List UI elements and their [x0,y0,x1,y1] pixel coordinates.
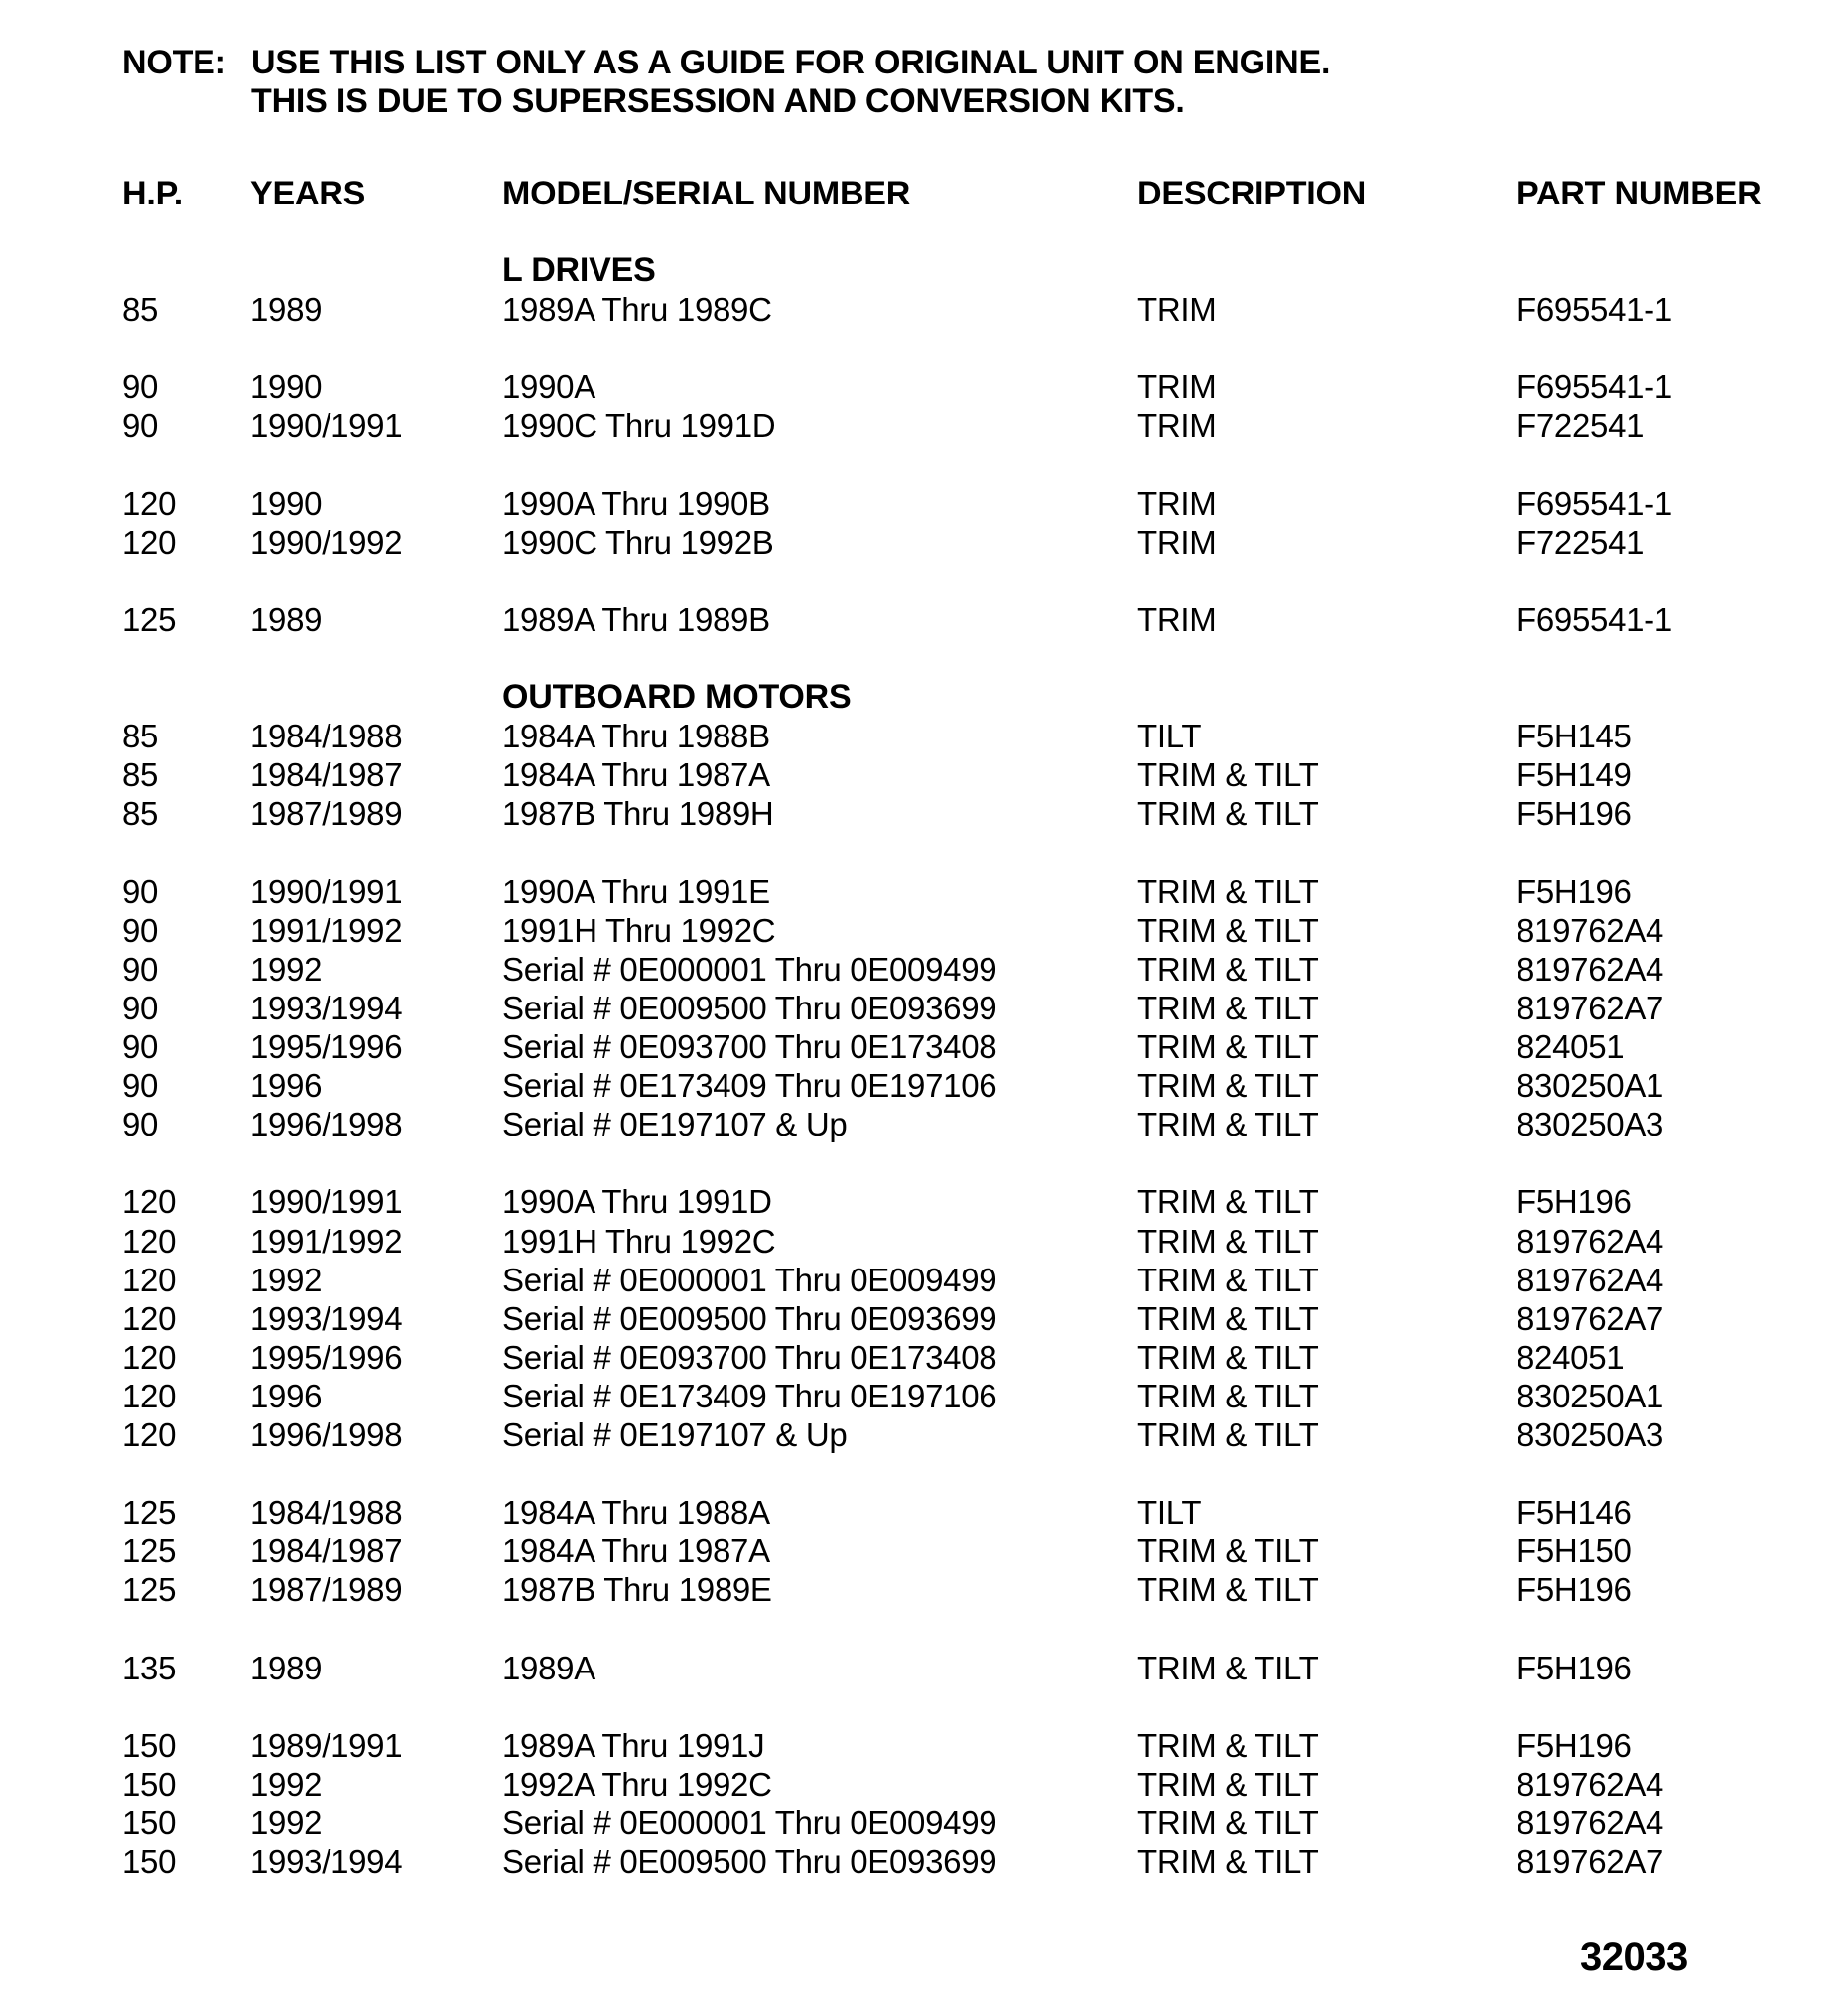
cell-years: 1987/1989 [250,795,403,833]
cell-description: TRIM & TILT [1137,1222,1319,1260]
cell-years: 1992 [250,1261,323,1298]
cell-hp: 125 [122,1571,177,1609]
table-row [0,1027,1848,1066]
cell-description: TRIM & TILT [1137,1183,1319,1221]
cell-model: 1987B Thru 1989H [502,795,774,833]
cell-part: F5H150 [1517,1533,1632,1570]
cell-model: 1992A Thru 1992C [502,1765,772,1803]
cell-years: 1989/1991 [250,1726,403,1764]
column-header-description: DESCRIPTION [1137,175,1367,212]
cell-hp: 135 [122,1649,177,1686]
table-row [0,406,1848,445]
section-title-text: L DRIVES [502,251,656,289]
cell-model: 1989A Thru 1989C [502,291,772,329]
cell-description: TRIM & TILT [1137,1377,1319,1414]
cell-model: 1990C Thru 1991D [502,407,776,445]
cell-description: TRIM & TILT [1137,950,1319,988]
cell-description: TRIM & TILT [1137,1261,1319,1298]
cell-model: 1991H Thru 1992C [502,1222,776,1260]
cell-description: TRIM & TILT [1137,1416,1319,1453]
cell-years: 1984/1987 [250,1533,403,1570]
cell-hp: 125 [122,601,177,638]
table-row [0,1493,1848,1532]
cell-hp: 120 [122,1183,177,1221]
note-label-spacer [122,82,251,121]
figure-number: 32033 [1580,1936,1688,1979]
cell-description: TRIM & TILT [1137,872,1319,910]
cell-description: TRIM & TILT [1137,1299,1319,1337]
cell-part: F5H196 [1517,1571,1632,1609]
cell-years: 1996 [250,1067,323,1105]
cell-part: F5H196 [1517,1183,1632,1221]
cell-years: 1984/1988 [250,1494,403,1532]
cell-model: Serial # 0E000001 Thru 0E009499 [502,950,997,988]
cell-hp: 90 [122,989,159,1026]
table-row [0,1532,1848,1570]
cell-years: 1990 [250,368,323,406]
table-row [0,1377,1848,1415]
cell-hp: 120 [122,1222,177,1260]
cell-years: 1984/1988 [250,718,403,755]
cell-model: Serial # 0E173409 Thru 0E197106 [502,1377,997,1414]
cell-part: 819762A7 [1517,1299,1664,1337]
table-row [0,523,1848,562]
cell-part: 824051 [1517,1338,1625,1376]
cell-hp: 90 [122,911,159,949]
table-row [0,1842,1848,1881]
cell-years: 1995/1996 [250,1338,403,1376]
cell-hp: 120 [122,484,177,522]
cell-model: 1984A Thru 1988A [502,1494,770,1532]
cell-years: 1995/1996 [250,1028,403,1065]
note-block [122,44,1330,121]
table-row [0,1066,1848,1105]
cell-part: F5H196 [1517,1726,1632,1764]
cell-hp: 85 [122,718,159,755]
cell-description: TRIM [1137,484,1217,522]
cell-years: 1990/1991 [250,872,403,910]
table-row [0,794,1848,833]
cell-years: 1996 [250,1377,323,1414]
cell-description: TRIM & TILT [1137,1726,1319,1764]
table-row [0,1261,1848,1299]
table-row [0,872,1848,911]
cell-part: F5H196 [1517,872,1632,910]
cell-description: TRIM & TILT [1137,1765,1319,1803]
cell-part: 830250A3 [1517,1106,1664,1143]
cell-years: 1992 [250,1765,323,1803]
cell-part: F5H145 [1517,718,1632,755]
column-header-model: MODEL/SERIAL NUMBER [502,175,911,212]
cell-part: F5H196 [1517,1649,1632,1686]
cell-hp: 120 [122,523,177,561]
cell-part: 819762A4 [1517,1765,1664,1803]
cell-hp: 120 [122,1416,177,1453]
cell-part: F695541-1 [1517,291,1672,329]
cell-years: 1984/1987 [250,756,403,794]
cell-hp: 125 [122,1533,177,1570]
cell-description: TRIM & TILT [1137,911,1319,949]
cell-hp: 120 [122,1338,177,1376]
cell-description: TRIM & TILT [1137,1533,1319,1570]
cell-part: F722541 [1517,407,1645,445]
table-row [0,1182,1848,1221]
table-row [0,911,1848,950]
cell-years: 1990/1992 [250,523,403,561]
table-row [0,484,1848,523]
table-row [0,989,1848,1027]
cell-part: 830250A1 [1517,1377,1664,1414]
cell-part: 819762A7 [1517,1843,1664,1881]
cell-years: 1996/1998 [250,1106,403,1143]
cell-years: 1992 [250,1804,323,1841]
cell-model: 1984A Thru 1987A [502,1533,770,1570]
cell-description: TRIM & TILT [1137,1106,1319,1143]
cell-hp: 150 [122,1726,177,1764]
cell-years: 1989 [250,291,323,329]
table-row [0,1804,1848,1842]
cell-years: 1990 [250,484,323,522]
cell-description: TRIM [1137,291,1217,329]
cell-years: 1991/1992 [250,1222,403,1260]
cell-hp: 150 [122,1765,177,1803]
table-row [0,1726,1848,1765]
cell-years: 1989 [250,601,323,638]
cell-part: F695541-1 [1517,484,1672,522]
cell-model: 1990A Thru 1990B [502,484,770,522]
cell-description: TRIM & TILT [1137,1028,1319,1065]
cell-hp: 90 [122,1028,159,1065]
note-text: THIS IS DUE TO SUPERSESSION AND CONVERSION KITS. [251,82,1185,120]
column-header-hp: H.P. [122,175,183,212]
cell-model: 1987B Thru 1989E [502,1571,772,1609]
cell-description: TRIM & TILT [1137,1843,1319,1881]
note-line-2 [122,82,1330,121]
note-line-1 [122,44,1330,82]
cell-part: F695541-1 [1517,601,1672,638]
note-text: USE THIS LIST ONLY AS A GUIDE FOR ORIGINAL UNIT ON ENGINE. [251,44,1331,81]
table-row [0,367,1848,406]
cell-years: 1993/1994 [250,1299,403,1337]
cell-description: TRIM & TILT [1137,1338,1319,1376]
cell-part: F695541-1 [1517,368,1672,406]
column-header-part-number: PART NUMBER [1517,175,1762,212]
cell-hp: 90 [122,407,159,445]
cell-hp: 120 [122,1377,177,1414]
cell-part: F5H196 [1517,795,1632,833]
cell-model: 1989A Thru 1991J [502,1726,765,1764]
cell-hp: 120 [122,1261,177,1298]
cell-years: 1992 [250,950,323,988]
cell-part: 819762A4 [1517,950,1664,988]
table-row [0,1765,1848,1804]
table-row [0,1649,1848,1687]
cell-model: Serial # 0E000001 Thru 0E009499 [502,1804,997,1841]
cell-description: TRIM & TILT [1137,795,1319,833]
cell-model: 1990A Thru 1991E [502,872,770,910]
cell-model: Serial # 0E197107 & Up [502,1416,848,1453]
cell-part: F5H149 [1517,756,1632,794]
cell-part: 819762A4 [1517,1261,1664,1298]
cell-description: TRIM [1137,368,1217,406]
table-row [0,1570,1848,1609]
table-row [0,950,1848,989]
cell-description: TILT [1137,718,1202,755]
table-row [0,1105,1848,1143]
table-row [0,290,1848,329]
cell-part: 819762A4 [1517,1804,1664,1841]
column-header-years: YEARS [250,175,366,212]
cell-description: TRIM & TILT [1137,1571,1319,1609]
cell-model: Serial # 0E009500 Thru 0E093699 [502,1299,997,1337]
cell-description: TRIM & TILT [1137,1649,1319,1686]
cell-description: TRIM & TILT [1137,1804,1319,1841]
table-row [0,717,1848,755]
section-title [0,251,1848,290]
cell-description: TRIM & TILT [1137,1067,1319,1105]
cell-hp: 90 [122,1067,159,1105]
cell-hp: 150 [122,1804,177,1841]
cell-years: 1993/1994 [250,1843,403,1881]
cell-hp: 90 [122,872,159,910]
cell-years: 1990/1991 [250,1183,403,1221]
cell-hp: 90 [122,950,159,988]
cell-part: 830250A3 [1517,1416,1664,1453]
cell-hp: 85 [122,291,159,329]
cell-model: 1984A Thru 1988B [502,718,770,755]
cell-model: Serial # 0E173409 Thru 0E197106 [502,1067,997,1105]
cell-model: 1989A Thru 1989B [502,601,770,638]
table-row [0,755,1848,794]
table-row [0,601,1848,639]
cell-model: Serial # 0E009500 Thru 0E093699 [502,1843,997,1881]
cell-part: F5H146 [1517,1494,1632,1532]
cell-years: 1991/1992 [250,911,403,949]
cell-hp: 150 [122,1843,177,1881]
cell-part: 819762A4 [1517,911,1664,949]
section-title-text: OUTBOARD MOTORS [502,678,852,717]
cell-years: 1993/1994 [250,989,403,1026]
cell-years: 1989 [250,1649,323,1686]
cell-model: Serial # 0E093700 Thru 0E173408 [502,1338,997,1376]
cell-model: 1990A Thru 1991D [502,1183,772,1221]
table-row [0,1415,1848,1454]
cell-part: 819762A7 [1517,989,1664,1026]
cell-part: 830250A1 [1517,1067,1664,1105]
cell-hp: 90 [122,368,159,406]
cell-hp: 120 [122,1299,177,1337]
cell-model: 1984A Thru 1987A [502,756,770,794]
cell-description: TILT [1137,1494,1202,1532]
cell-hp: 125 [122,1494,177,1532]
cell-description: TRIM & TILT [1137,756,1319,794]
note-label: NOTE: [122,44,226,81]
cell-model: Serial # 0E197107 & Up [502,1106,848,1143]
cell-part: F722541 [1517,523,1645,561]
cell-description: TRIM [1137,601,1217,638]
cell-description: TRIM [1137,523,1217,561]
cell-years: 1987/1989 [250,1571,403,1609]
cell-model: Serial # 0E009500 Thru 0E093699 [502,989,997,1026]
cell-hp: 85 [122,795,159,833]
cell-model: 1991H Thru 1992C [502,911,776,949]
table-row [0,1338,1848,1377]
cell-years: 1990/1991 [250,407,403,445]
table-row [0,1222,1848,1261]
cell-description: TRIM [1137,407,1217,445]
cell-part: 824051 [1517,1028,1625,1065]
cell-years: 1996/1998 [250,1416,403,1453]
cell-hp: 90 [122,1106,159,1143]
cell-hp: 85 [122,756,159,794]
table-header-row [0,175,1848,213]
cell-model: Serial # 0E000001 Thru 0E009499 [502,1261,997,1298]
section-title [0,678,1848,717]
cell-model: 1990C Thru 1992B [502,523,774,561]
cell-model: Serial # 0E093700 Thru 0E173408 [502,1028,997,1065]
cell-part: 819762A4 [1517,1222,1664,1260]
cell-description: TRIM & TILT [1137,989,1319,1026]
cell-model: 1990A [502,368,595,406]
table-row [0,1299,1848,1338]
cell-model: 1989A [502,1649,595,1686]
